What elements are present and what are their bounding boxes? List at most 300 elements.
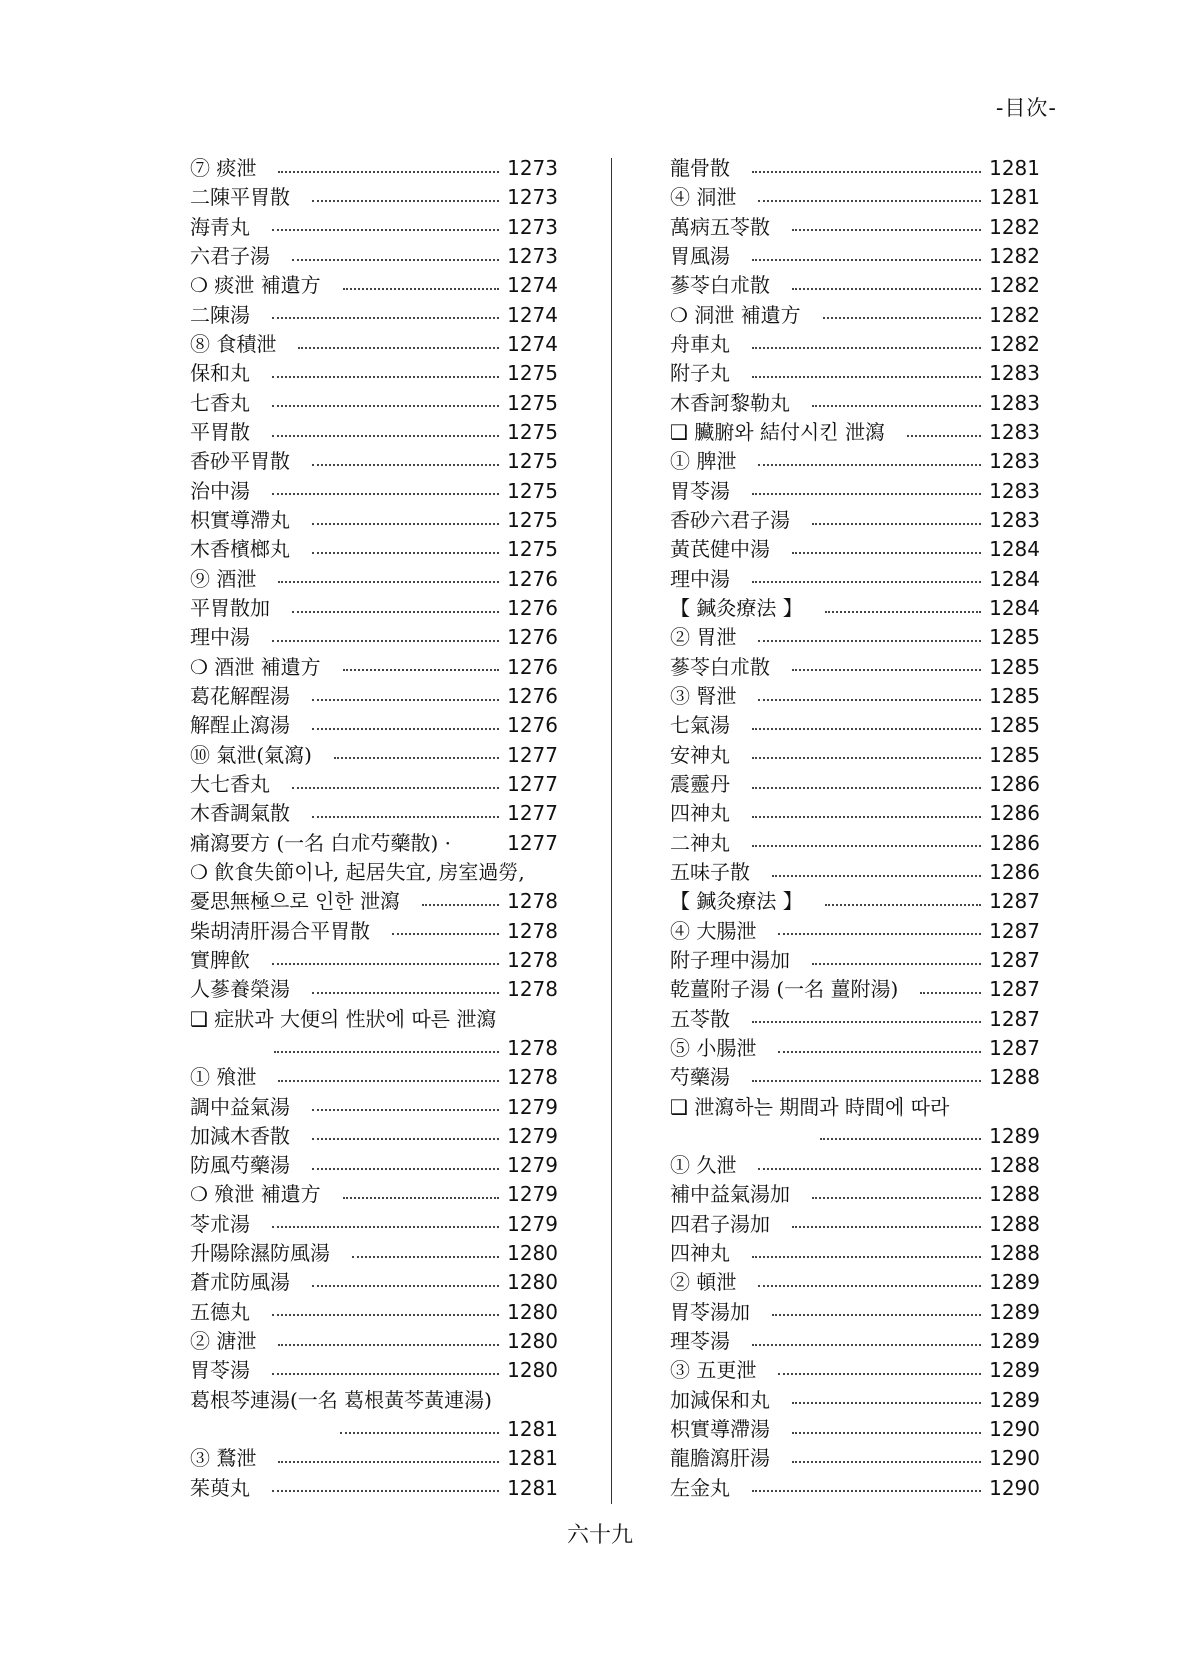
dot-leader bbox=[312, 699, 499, 701]
toc-entry bbox=[670, 917, 1040, 946]
dot-leader bbox=[792, 1461, 981, 1463]
dot-leader bbox=[752, 259, 981, 261]
toc-entry bbox=[670, 741, 1040, 770]
toc-entry-title: ❑ 泄瀉하는 期間과 時間에 따라 bbox=[670, 1094, 950, 1119]
toc-entry bbox=[190, 1063, 558, 1092]
dot-leader bbox=[272, 317, 499, 319]
toc-entry-title: 安神丸 bbox=[670, 742, 730, 767]
toc-entry bbox=[670, 711, 1040, 740]
toc-entry bbox=[190, 741, 558, 770]
toc-entry-title: 加減木香散 bbox=[190, 1123, 290, 1148]
dot-leader bbox=[758, 1285, 981, 1287]
dot-leader bbox=[752, 1344, 981, 1346]
dot-leader bbox=[752, 728, 981, 730]
toc-entry-title: 葛花解酲湯 bbox=[190, 683, 290, 708]
toc-entry-page: 1281 bbox=[507, 1446, 558, 1471]
toc-entry-title: ③ 腎泄 bbox=[670, 683, 737, 708]
toc-entry-page: 1281 bbox=[507, 1417, 558, 1442]
toc-entry bbox=[190, 1268, 558, 1297]
toc-entry bbox=[190, 887, 558, 916]
dot-leader bbox=[752, 816, 981, 818]
toc-entry bbox=[670, 447, 1040, 476]
toc-entry-title: 附子理中湯加 bbox=[670, 947, 790, 972]
toc-entry-title: 蔘苓白朮散 bbox=[670, 654, 770, 679]
toc-entry bbox=[190, 1444, 558, 1473]
toc-entry-title: ② 胃泄 bbox=[670, 625, 737, 650]
toc-entry-page: 1288 bbox=[989, 1241, 1040, 1266]
toc-entry-page: 1283 bbox=[989, 361, 1040, 386]
toc-entry bbox=[670, 330, 1040, 359]
toc-entry-page: 1275 bbox=[507, 361, 558, 386]
toc-entry bbox=[190, 1298, 558, 1327]
toc-entry-title: 震靈丹 bbox=[670, 771, 730, 796]
dot-leader bbox=[772, 875, 981, 877]
toc-entry-page: 1273 bbox=[507, 214, 558, 239]
toc-left-column bbox=[190, 154, 558, 1503]
toc-entry-title: 大七香丸 bbox=[190, 771, 270, 796]
toc-entry-page: 1274 bbox=[507, 273, 558, 298]
toc-entry bbox=[190, 271, 558, 300]
toc-entry bbox=[670, 271, 1040, 300]
toc-entry-title: 【 鍼灸療法 】 bbox=[670, 595, 803, 620]
toc-entry-page: 1275 bbox=[507, 537, 558, 562]
dot-leader bbox=[343, 669, 499, 671]
toc-entry-title: 胃苓湯加 bbox=[670, 1299, 750, 1324]
toc-entry-title: 平胃散加 bbox=[190, 595, 270, 620]
toc-entry bbox=[670, 1268, 1040, 1297]
toc-entry-title: 七氣湯 bbox=[670, 713, 730, 738]
toc-entry-title: 茱萸丸 bbox=[190, 1475, 250, 1500]
toc-entry bbox=[670, 682, 1040, 711]
dot-leader bbox=[820, 1138, 981, 1140]
toc-entry-page: 1289 bbox=[989, 1358, 1040, 1383]
dot-leader bbox=[334, 757, 499, 759]
dot-leader bbox=[352, 1256, 499, 1258]
toc-entry-title: 補中益氣湯加 bbox=[670, 1182, 790, 1207]
toc-entry-page: 1290 bbox=[989, 1417, 1040, 1442]
toc-entry bbox=[670, 359, 1040, 388]
page-number: 六十九 bbox=[566, 1523, 633, 1548]
dot-leader bbox=[792, 1226, 981, 1228]
toc-entry-page: 1277 bbox=[507, 771, 558, 796]
dot-leader bbox=[772, 1314, 981, 1316]
dot-leader bbox=[278, 1080, 499, 1082]
toc-entry-title: 蒼朮防風湯 bbox=[190, 1270, 290, 1295]
toc-entry-page: 1277 bbox=[507, 830, 558, 855]
toc-entry-title: ⑨ 酒泄 bbox=[190, 566, 257, 591]
dot-leader bbox=[312, 1168, 499, 1170]
toc-entry-title: 五德丸 bbox=[190, 1299, 250, 1324]
toc-entry bbox=[190, 1356, 558, 1385]
dot-leader bbox=[312, 1285, 499, 1287]
dot-leader bbox=[274, 1051, 499, 1053]
toc-entry-title: 四君子湯加 bbox=[670, 1211, 770, 1236]
toc-entry-page: 1289 bbox=[989, 1123, 1040, 1148]
toc-entry bbox=[190, 535, 558, 564]
toc-entry-title: ⑤ 小腸泄 bbox=[670, 1035, 757, 1060]
dot-leader bbox=[752, 347, 981, 349]
dot-leader bbox=[812, 963, 981, 965]
toc-entry-page: 1280 bbox=[507, 1270, 558, 1295]
dot-leader bbox=[272, 376, 499, 378]
toc-entry-title: 木香訶黎勒丸 bbox=[670, 390, 790, 415]
toc-entry-page: 1286 bbox=[989, 859, 1040, 884]
toc-entry bbox=[190, 858, 558, 887]
toc-entry bbox=[670, 946, 1040, 975]
toc-entry-page: 1285 bbox=[989, 625, 1040, 650]
toc-entry-page: 1288 bbox=[989, 1182, 1040, 1207]
toc-entry-page: 1276 bbox=[507, 595, 558, 620]
toc-entry-page: 1274 bbox=[507, 331, 558, 356]
toc-entry bbox=[190, 917, 558, 946]
toc-entry-title: ① 脾泄 bbox=[670, 449, 737, 474]
toc-entry-title: 柴胡淸肝湯合平胃散 bbox=[190, 918, 370, 943]
toc-entry-page: 1283 bbox=[989, 390, 1040, 415]
toc-entry-title: ❍ 洞泄 補遺方 bbox=[670, 302, 801, 327]
dot-leader bbox=[778, 1373, 981, 1375]
toc-entry bbox=[190, 829, 558, 858]
toc-entry bbox=[190, 799, 558, 828]
toc-entry-page: 1282 bbox=[989, 331, 1040, 356]
toc-entry bbox=[670, 1151, 1040, 1180]
toc-entry bbox=[190, 447, 558, 476]
toc-entry-page: 1281 bbox=[989, 156, 1040, 180]
toc-entry-title: 香砂六君子湯 bbox=[670, 507, 790, 532]
toc-entry-title: 二陳平胃散 bbox=[190, 185, 290, 210]
toc-entry bbox=[670, 301, 1040, 330]
dot-leader bbox=[792, 288, 981, 290]
dot-leader bbox=[778, 933, 981, 935]
toc-entry bbox=[190, 1210, 558, 1239]
toc-entry-title: 理中湯 bbox=[670, 566, 730, 591]
toc-entry-page: 1280 bbox=[507, 1358, 558, 1383]
toc-entry-title: 香砂平胃散 bbox=[190, 449, 290, 474]
toc-entry-page: 1277 bbox=[507, 801, 558, 826]
toc-entry-page: 1273 bbox=[507, 243, 558, 268]
toc-entry-title: 解酲止瀉湯 bbox=[190, 713, 290, 738]
dot-leader bbox=[752, 757, 981, 759]
dot-leader bbox=[752, 1080, 981, 1082]
toc-entry bbox=[670, 623, 1040, 652]
toc-entry-title: 葛根芩連湯(一名 葛根黃芩黃連湯) bbox=[190, 1387, 492, 1412]
toc-entry-page: 1278 bbox=[507, 918, 558, 943]
toc-entry-title: ⑦ 痰泄 bbox=[190, 156, 257, 180]
dot-leader bbox=[758, 1168, 981, 1170]
toc-entry bbox=[190, 1327, 558, 1356]
toc-entry bbox=[670, 858, 1040, 887]
toc-entry-page: 1283 bbox=[989, 419, 1040, 444]
toc-entry-page: 1279 bbox=[507, 1153, 558, 1178]
dot-leader bbox=[752, 1490, 981, 1492]
toc-entry bbox=[190, 1093, 558, 1122]
dot-leader bbox=[778, 1051, 981, 1053]
toc-entry-title: ① 久泄 bbox=[670, 1153, 737, 1178]
toc-entry-page: 1276 bbox=[507, 566, 558, 591]
toc-entry bbox=[670, 183, 1040, 212]
toc-entry bbox=[190, 770, 558, 799]
toc-entry-title: ❑ 臟腑와 結付시킨 泄瀉 bbox=[670, 419, 885, 444]
toc-entry-title: ④ 洞泄 bbox=[670, 185, 737, 210]
dot-leader bbox=[272, 435, 499, 437]
toc-entry-page: 1273 bbox=[507, 185, 558, 210]
dot-leader bbox=[272, 1314, 499, 1316]
toc-entry-page: 1276 bbox=[507, 683, 558, 708]
toc-entry bbox=[670, 418, 1040, 447]
dot-leader bbox=[792, 552, 981, 554]
toc-entry bbox=[190, 975, 558, 1004]
toc-entry bbox=[670, 242, 1040, 271]
dot-leader bbox=[812, 1197, 981, 1199]
toc-entry bbox=[190, 623, 558, 652]
toc-entry bbox=[670, 154, 1040, 183]
toc-entry-page: 1283 bbox=[989, 478, 1040, 503]
toc-entry bbox=[670, 565, 1040, 594]
dot-leader bbox=[812, 523, 981, 525]
toc-entry-title: 痛瀉要方 (一名 白朮芍藥散) · bbox=[190, 830, 452, 855]
dot-leader bbox=[792, 1402, 981, 1404]
toc-entry bbox=[670, 1093, 1040, 1122]
toc-entry bbox=[190, 213, 558, 242]
toc-entry-page: 1273 bbox=[507, 156, 558, 180]
toc-entry-page: 1284 bbox=[989, 595, 1040, 620]
toc-entry-title: 保和丸 bbox=[190, 361, 250, 386]
toc-entry-title: 苓朮湯 bbox=[190, 1211, 250, 1236]
toc-entry bbox=[670, 1386, 1040, 1415]
toc-entry bbox=[670, 1239, 1040, 1268]
toc-entry-title: 六君子湯 bbox=[190, 243, 270, 268]
dot-leader bbox=[272, 963, 499, 965]
toc-entry bbox=[670, 477, 1040, 506]
toc-entry-title: 枳實導滯丸 bbox=[190, 507, 290, 532]
toc-entry-title: 黃芪健中湯 bbox=[670, 537, 770, 562]
dot-leader bbox=[340, 1432, 499, 1434]
toc-entry-page: 1280 bbox=[507, 1329, 558, 1354]
toc-entry-title: 加減保和丸 bbox=[670, 1387, 770, 1412]
toc-entry-title: 附子丸 bbox=[670, 361, 730, 386]
toc-entry bbox=[670, 594, 1040, 623]
toc-entry-page: 1285 bbox=[989, 654, 1040, 679]
dot-leader bbox=[752, 1021, 981, 1023]
toc-entry-page: 1275 bbox=[507, 507, 558, 532]
toc-entry-title: ③ 五更泄 bbox=[670, 1358, 757, 1383]
toc-entry-title: ⑩ 氣泄(氣瀉) bbox=[190, 742, 312, 767]
toc-entry-page: 1275 bbox=[507, 419, 558, 444]
toc-entry-page: 1282 bbox=[989, 302, 1040, 327]
dot-leader bbox=[278, 1344, 499, 1346]
dot-leader bbox=[312, 552, 499, 554]
toc-entry bbox=[670, 799, 1040, 828]
toc-entry bbox=[670, 1063, 1040, 1092]
toc-entry bbox=[190, 1151, 558, 1180]
toc-entry bbox=[670, 389, 1040, 418]
toc-entry-page: 1287 bbox=[989, 1006, 1040, 1031]
dot-leader bbox=[752, 1256, 981, 1258]
toc-entry-page: 1278 bbox=[507, 1035, 558, 1060]
toc-entry-title: 胃風湯 bbox=[670, 243, 730, 268]
toc-entry-page: 1289 bbox=[989, 1387, 1040, 1412]
toc-entry-page: 1285 bbox=[989, 742, 1040, 767]
toc-entry-title: 左金丸 bbox=[670, 1475, 730, 1500]
toc-entry-page: 1280 bbox=[507, 1299, 558, 1324]
toc-entry bbox=[190, 1034, 558, 1063]
toc-entry-page: 1290 bbox=[989, 1446, 1040, 1471]
dot-leader bbox=[312, 992, 499, 994]
toc-entry-page: 1287 bbox=[989, 918, 1040, 943]
toc-entry-title: 龍膽瀉肝湯 bbox=[670, 1446, 770, 1471]
toc-entry-page: 1282 bbox=[989, 214, 1040, 239]
toc-entry-page: 1289 bbox=[989, 1299, 1040, 1324]
dot-leader bbox=[758, 699, 981, 701]
toc-entry bbox=[670, 535, 1040, 564]
toc-entry-title: 平胃散 bbox=[190, 419, 250, 444]
toc-entry bbox=[670, 1356, 1040, 1385]
toc-entry bbox=[190, 711, 558, 740]
dot-leader bbox=[758, 464, 981, 466]
toc-entry-title: ② 頓泄 bbox=[670, 1270, 737, 1295]
dot-leader bbox=[272, 405, 499, 407]
dot-leader bbox=[278, 171, 499, 173]
toc-entry-page: 1287 bbox=[989, 947, 1040, 972]
dot-leader bbox=[752, 581, 981, 583]
toc-entry-page: 1289 bbox=[989, 1329, 1040, 1354]
toc-entry bbox=[190, 154, 558, 183]
toc-entry bbox=[670, 1180, 1040, 1209]
dot-leader bbox=[752, 845, 981, 847]
toc-entry-title: 萬病五苓散 bbox=[670, 214, 770, 239]
dot-leader bbox=[752, 171, 981, 173]
dot-leader bbox=[907, 435, 981, 437]
toc-entry-page: 1282 bbox=[989, 273, 1040, 298]
toc-entry-page: 1283 bbox=[989, 507, 1040, 532]
toc-entry bbox=[190, 242, 558, 271]
toc-entry bbox=[190, 565, 558, 594]
dot-leader bbox=[272, 1373, 499, 1375]
toc-entry-title: 胃苓湯 bbox=[670, 478, 730, 503]
dot-leader bbox=[920, 992, 981, 994]
toc-entry bbox=[190, 1239, 558, 1268]
dot-leader bbox=[272, 229, 499, 231]
toc-entry-title: 理中湯 bbox=[190, 625, 250, 650]
toc-entry-title: ❍ 痰泄 補遺方 bbox=[190, 273, 321, 298]
dot-leader bbox=[312, 728, 499, 730]
toc-entry-page: 1279 bbox=[507, 1123, 558, 1148]
toc-entry bbox=[670, 1298, 1040, 1327]
toc-entry bbox=[670, 1327, 1040, 1356]
toc-entry bbox=[670, 770, 1040, 799]
toc-entry-page: 1278 bbox=[507, 1065, 558, 1090]
toc-entry-page: 1284 bbox=[989, 566, 1040, 591]
toc-entry-title: ⑧ 食積泄 bbox=[190, 331, 277, 356]
toc-entry bbox=[670, 1210, 1040, 1239]
toc-entry-page: 1275 bbox=[507, 449, 558, 474]
toc-entry-title: 調中益氣湯 bbox=[190, 1094, 290, 1119]
toc-entry-page: 1279 bbox=[507, 1094, 558, 1119]
toc-entry bbox=[190, 682, 558, 711]
toc-entry bbox=[670, 506, 1040, 535]
toc-entry bbox=[190, 506, 558, 535]
dot-leader bbox=[292, 787, 499, 789]
toc-entry-title: 憂思無極으로 인한 泄瀉 bbox=[190, 889, 400, 914]
dot-leader bbox=[825, 904, 981, 906]
toc-entry-page: 1278 bbox=[507, 889, 558, 914]
toc-entry-title: 舟車丸 bbox=[670, 331, 730, 356]
toc-entry bbox=[190, 1122, 558, 1151]
toc-entry-page: 1287 bbox=[989, 977, 1040, 1002]
dot-leader bbox=[312, 1138, 499, 1140]
toc-entry-title: 理苓湯 bbox=[670, 1329, 730, 1354]
toc-entry-title: ③ 鶩泄 bbox=[190, 1446, 257, 1471]
toc-entry bbox=[190, 359, 558, 388]
toc-entry-page: 1282 bbox=[989, 243, 1040, 268]
toc-entry-page: 1290 bbox=[989, 1475, 1040, 1500]
toc-entry bbox=[190, 389, 558, 418]
toc-entry bbox=[190, 418, 558, 447]
dot-leader bbox=[752, 787, 981, 789]
toc-entry-page: 1279 bbox=[507, 1211, 558, 1236]
toc-entry bbox=[190, 1415, 558, 1444]
toc-entry-page: 1281 bbox=[507, 1475, 558, 1500]
toc-entry-title: 芍藥湯 bbox=[670, 1065, 730, 1090]
dot-leader bbox=[825, 611, 981, 613]
toc-entry-page: 1287 bbox=[989, 889, 1040, 914]
toc-entry-title: 海靑丸 bbox=[190, 214, 250, 239]
toc-entry bbox=[670, 887, 1040, 916]
toc-entry bbox=[190, 653, 558, 682]
toc-entry-page: 1276 bbox=[507, 654, 558, 679]
dot-leader bbox=[392, 933, 499, 935]
toc-entry bbox=[190, 946, 558, 975]
toc-entry-page: 1281 bbox=[989, 185, 1040, 210]
toc-entry-page: 1284 bbox=[989, 537, 1040, 562]
toc-right-column bbox=[670, 154, 1040, 1503]
toc-entry-page: 1275 bbox=[507, 478, 558, 503]
toc-entry-title: 七香丸 bbox=[190, 390, 250, 415]
toc-entry bbox=[670, 1444, 1040, 1473]
dot-leader bbox=[752, 376, 981, 378]
toc-entry bbox=[670, 829, 1040, 858]
toc-entry-title: ① 飱泄 bbox=[190, 1065, 257, 1090]
dot-leader bbox=[292, 611, 499, 613]
dot-leader bbox=[752, 493, 981, 495]
toc-entry bbox=[670, 1415, 1040, 1444]
dot-leader bbox=[272, 1226, 499, 1228]
toc-entry-page: 1286 bbox=[989, 830, 1040, 855]
dot-leader bbox=[312, 464, 499, 466]
dot-leader bbox=[422, 904, 499, 906]
dot-leader bbox=[312, 1109, 499, 1111]
toc-entry-title: 實脾飮 bbox=[190, 947, 250, 972]
toc-entry-page: 1278 bbox=[507, 977, 558, 1002]
toc-entry-title: 木香調氣散 bbox=[190, 801, 290, 826]
toc-entry-page: 1283 bbox=[989, 449, 1040, 474]
dot-leader bbox=[312, 816, 499, 818]
toc-entry-title: 【 鍼灸療法 】 bbox=[670, 889, 803, 914]
toc-entry-title: 二神丸 bbox=[670, 830, 730, 855]
toc-entry bbox=[670, 975, 1040, 1004]
dot-leader bbox=[272, 1490, 499, 1492]
toc-entry-page: 1288 bbox=[989, 1211, 1040, 1236]
toc-entry bbox=[670, 653, 1040, 682]
toc-entry-page: 1288 bbox=[989, 1065, 1040, 1090]
toc-entry bbox=[670, 213, 1040, 242]
dot-leader bbox=[792, 229, 981, 231]
toc-entry-page: 1276 bbox=[507, 625, 558, 650]
toc-entry-page: 1274 bbox=[507, 302, 558, 327]
dot-leader bbox=[812, 405, 981, 407]
dot-leader bbox=[312, 523, 499, 525]
dot-leader bbox=[343, 288, 499, 290]
toc-entry-page: 1285 bbox=[989, 683, 1040, 708]
